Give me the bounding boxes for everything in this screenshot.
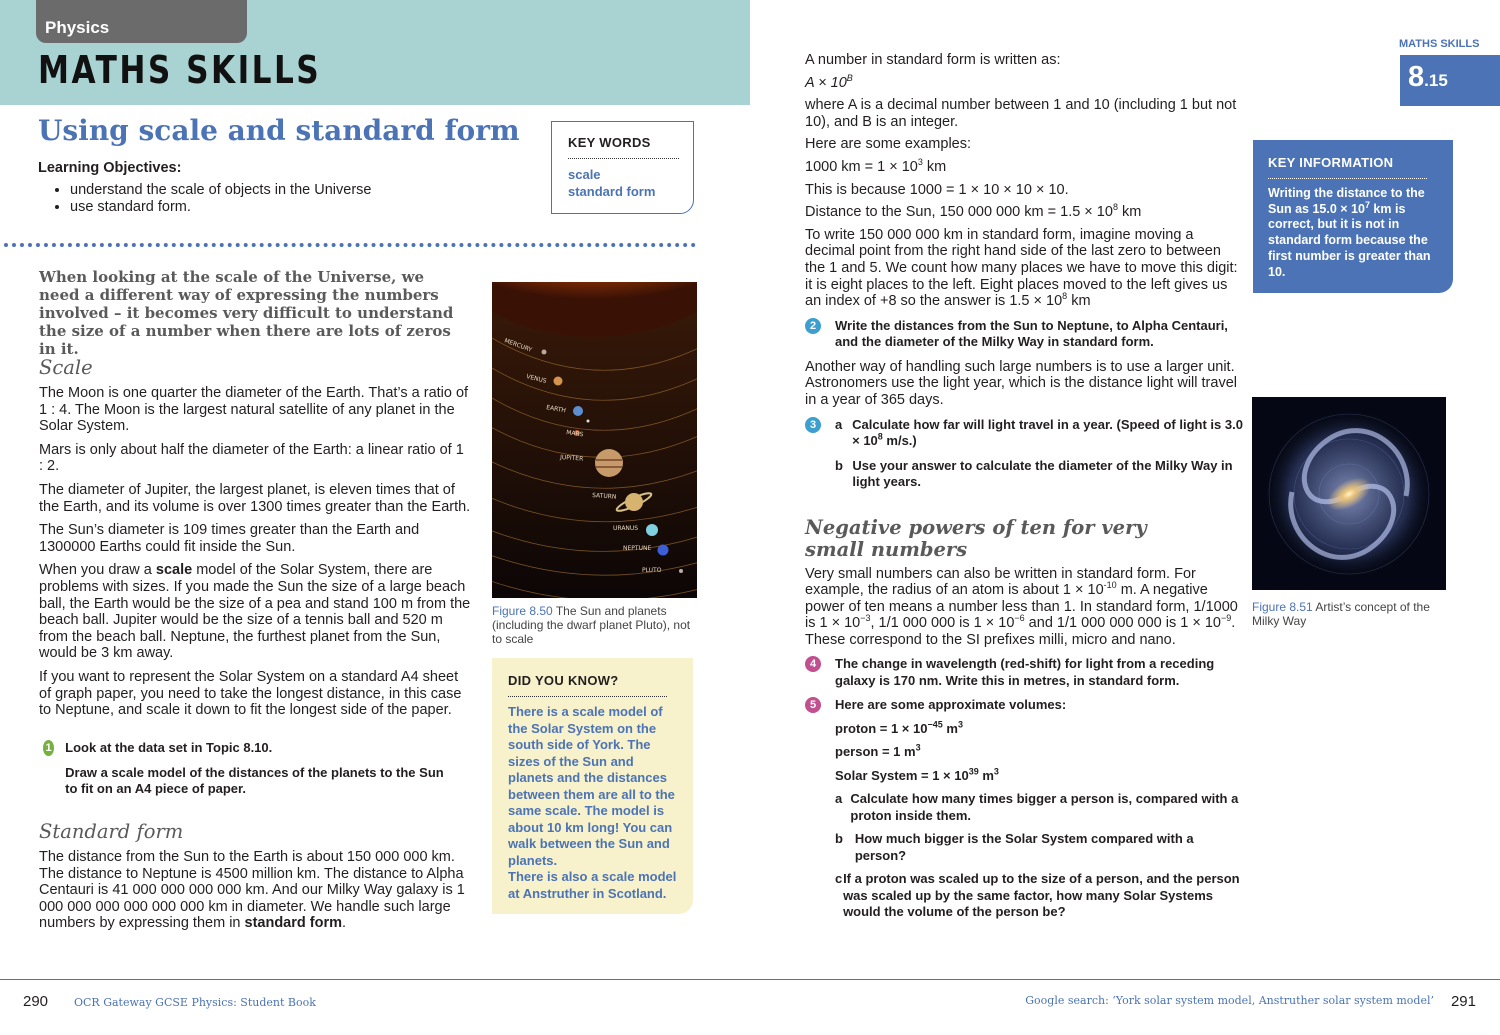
volume-line <box>835 744 1245 761</box>
dotted-divider <box>4 243 696 247</box>
question-5 <box>805 697 1245 921</box>
paragraph: The Sun’s diameter is 109 times greater than the Earth and 1300000 Earths could fit inside the Sun. <box>39 522 420 555</box>
question-text: Here are some approximate volumes: <box>835 697 1067 713</box>
venus <box>554 377 563 386</box>
subject-tab: Physics <box>36 0 247 43</box>
text-run: m. A negative power of ten means a number less than 1. In standard form, 1/1000 is 1 × 10 <box>805 582 1238 632</box>
text-run: km <box>1067 293 1091 310</box>
moon <box>587 420 590 423</box>
topic-minor: .15 <box>1424 71 1448 90</box>
key-information-text <box>1268 186 1441 280</box>
objectives-heading: Learning Objectives: <box>38 160 182 176</box>
question-text: The change in wavelength (red-shift) for light from a receding galaxy is 170 nm. Write this in metres, in standard form. <box>835 656 1215 688</box>
objective-item: • understand the scale of objects in the Universe <box>70 182 371 199</box>
saturn <box>625 493 643 511</box>
text-run: Calculate how far will light travel in a year. (Speed of light is 3.0 × 10 <box>852 416 1243 448</box>
key-term: standard form <box>244 915 343 932</box>
paragraph: Another way of handling such large numbers is to use a larger unit. Astronomers use the light year, which is the distance light will travel in a year of 365 days. <box>805 358 1237 408</box>
question-text: Use your answer to calculate the diameter of the Milky Way in light years. <box>852 457 1233 489</box>
figure-caption <box>1252 600 1452 628</box>
planet-label: MARS <box>565 429 584 439</box>
section-title: MATHS SKILLS <box>38 48 322 92</box>
sub-question-letter: a <box>835 416 843 432</box>
milky-way-illustration <box>1252 397 1446 590</box>
exponent: 39 <box>968 766 979 777</box>
caption-text: Artist’s concept of the Milky Way <box>1252 600 1430 628</box>
key-words-heading: KEY WORDS <box>568 135 651 150</box>
question-number-badge: 5 <box>805 697 821 713</box>
exponent: 7 <box>1364 199 1370 210</box>
text-run: Very small numbers can also be written in standard form. For example, the radius of an atom is about 1 × 10 <box>805 565 1196 599</box>
text-run: The distance from the Sun to the Earth is about 150 000 000 km. The distance to Neptune is 4500 million km. The distance to Alpha Centauri is 41 000 000 000 000 km. And our Milky Way galaxy is 1 000 000 000 000 000 000 km in diameter. We handle such large numbers by expressing them in <box>39 849 465 932</box>
key-information-box <box>1253 140 1453 293</box>
mercury <box>542 350 547 355</box>
neptune <box>658 545 669 556</box>
objectives-list <box>46 182 371 216</box>
question-text: Look at the data set in Topic 8.10. <box>65 740 273 755</box>
heading-standard-form: Standard form <box>39 820 184 843</box>
sub-question <box>835 831 1245 864</box>
heading-scale: Scale <box>39 356 93 379</box>
question-text: Calculate how many times bigger a person is, compared with a proton inside them. <box>850 791 1239 823</box>
earth <box>573 406 583 416</box>
exponent: −9 <box>1220 613 1232 624</box>
paragraph <box>805 227 1245 310</box>
paragraph: A number in standard form is written as: <box>805 52 1061 68</box>
sub-question-letter: a <box>835 791 843 807</box>
text-run: To write 150 000 000 km in standard form, imagine moving a decimal point from the right hand side of the last zero to between the 1 and 5. We count how many places we have to move this digit: it is eight places to the left. Eight places moved to the left gives us an index of +8 so the answer is 1.5 × 10 <box>805 226 1238 310</box>
planet-label: MERCURY <box>503 337 533 354</box>
text-run: Writing the distance to the Sun as 15.0 × 10 <box>1268 186 1425 216</box>
topic-number <box>1400 55 1500 106</box>
figure-label: Figure 8.51 <box>1252 600 1313 614</box>
key-word: standard form <box>568 184 656 199</box>
text-run: Distance to the Sun, 150 000 000 km = 1.5 × 10 <box>805 204 1113 221</box>
text-run: km is correct, but it is not in standard form because the first number is greater than 10. <box>1268 201 1431 279</box>
formula <box>805 72 1245 92</box>
exponent: −6 <box>1014 613 1025 624</box>
exponent: 8 <box>1112 202 1118 213</box>
search-hint: Google search: ‘York solar system model, Anstruther solar system model’ <box>1025 994 1434 1007</box>
paragraph: The diameter of Jupiter, the largest planet, is eleven times that of the Earth, and its volume is over 1300 times greater than the Earth. <box>39 481 471 515</box>
paragraph <box>805 566 1245 649</box>
did-you-know-box <box>492 658 693 914</box>
key-word: scale <box>568 167 601 182</box>
planet-label: NEPTUNE <box>623 545 652 552</box>
exponent: 3 <box>917 157 923 168</box>
book-title: OCR Gateway GCSE Physics: Student Book <box>74 996 316 1009</box>
text-run: km <box>922 158 947 175</box>
question-number-badge: 1 <box>43 740 54 756</box>
divider <box>1268 178 1427 179</box>
standard-form-section <box>39 820 471 932</box>
footer-rule <box>0 979 1500 980</box>
key-term: scale <box>155 562 193 579</box>
text-run: m <box>978 767 994 783</box>
planet-label: EARTH <box>545 404 567 415</box>
paragraph: Here are some examples: <box>805 136 972 153</box>
text-run: Solar System = 1 × 10 <box>835 767 969 783</box>
page-number-left: 290 <box>23 993 49 1010</box>
text-run: , 1/1 000 000 is 1 × 10 <box>870 615 1015 632</box>
heading-negative-powers: Negative powers of ten for very small numbers <box>805 515 1147 561</box>
question-text: If a proton was scaled up to the size of a person, and the person was scaled up by the same factor, how many Solar Systems would the volume of the person be? <box>843 871 1240 920</box>
volume-line <box>835 721 1245 738</box>
divider <box>568 158 679 159</box>
paragraph: The Moon is one quarter the diameter of the Earth. That’s a ratio of 1 : 4. The Moon is the largest natural satellite of any planet in the Solar System. <box>39 385 469 435</box>
corner-section-label: MATHS SKILLS <box>1399 38 1480 50</box>
text-run: m <box>942 720 958 736</box>
planet-label: SATURN <box>591 492 617 501</box>
planet-label: JUPITER <box>559 454 584 463</box>
planet-label: PLUTO <box>642 567 662 574</box>
text-run: When you draw a <box>39 562 156 579</box>
sub-question <box>835 417 1245 450</box>
jupiter <box>595 449 623 477</box>
exponent: 8 <box>877 431 883 442</box>
sub-question <box>835 458 1245 491</box>
text-run: model of the Solar System, there are problems with sizes. If you made the Sun the size of a large beach ball, the Earth would be the size of a pea and stand 100 m from the beach ball. Jupiter would be the size of a tennis ball and 520 m from the beach ball. Neptune, the furthest planet from the Sun, would be 3 km away. <box>39 562 471 662</box>
text-run: m/s.) <box>882 433 917 448</box>
solar-system-illustration <box>492 282 697 598</box>
question-text: How much bigger is the Solar System compared with a person? <box>854 831 1194 863</box>
exponent: -10 <box>1103 580 1117 591</box>
exponent: 8 <box>1062 291 1068 302</box>
sub-question-letter: b <box>835 457 843 473</box>
milky-way-figure <box>1252 397 1446 590</box>
exponent: 3 <box>957 719 963 730</box>
text-run: person = 1 m <box>835 744 916 760</box>
question-4 <box>805 656 1245 689</box>
sub-question <box>835 871 1245 921</box>
volume-line <box>835 768 1245 785</box>
sub-question-letter: b <box>835 831 843 847</box>
exponent: 3 <box>915 743 921 754</box>
paragraph <box>805 159 1245 176</box>
question-text: Write the distances from the Sun to Neptune, to Alpha Centauri, and the diameter of the Milky Way in standard form. <box>835 317 1228 350</box>
figure-label: Figure 8.50 <box>492 604 553 618</box>
paragraph: Mars is only about half the diameter of the Earth: a linear ratio of 1 : 2. <box>39 441 464 475</box>
question-2 <box>805 318 1245 351</box>
question-3 <box>805 417 1245 491</box>
paragraph: where A is a decimal number between 1 and 10 (including 1 but not 10), and B is an integer. <box>805 97 1237 130</box>
paragraph <box>805 204 1245 221</box>
right-column <box>805 52 1245 921</box>
sub-question-letter: c <box>835 871 843 887</box>
text-run: . <box>342 915 347 932</box>
topic-major: 8 <box>1408 61 1425 93</box>
pluto <box>679 569 683 573</box>
objective-item: • use standard form. <box>70 199 371 216</box>
key-information-heading: KEY INFORMATION <box>1268 155 1394 170</box>
planet-label: VENUS <box>525 373 548 385</box>
page-number-right: 291 <box>1450 993 1476 1010</box>
paragraph: If you want to represent the Solar System on a standard A4 sheet of graph paper, you need to take the longest distance, in this case to Neptune, and scale it down to fit the longest side of the paper. <box>39 668 462 719</box>
paragraph <box>39 562 471 662</box>
exponent: B <box>846 72 853 83</box>
question-number-badge: 3 <box>805 417 821 433</box>
question-text <box>852 417 1245 450</box>
did-you-know-heading: DID YOU KNOW? <box>508 673 619 688</box>
exponent: −45 <box>927 719 943 730</box>
text-run: proton = 1 × 10 <box>835 720 928 736</box>
text-run: km <box>1117 204 1142 221</box>
left-column <box>39 356 471 726</box>
question-text: Draw a scale model of the distances of the planets to the Sun to fit on an A4 piece of paper. <box>65 764 444 796</box>
key-words-box <box>551 121 694 214</box>
text-run: 1000 km = 1 × 10 <box>805 158 918 175</box>
sub-question <box>835 791 1245 824</box>
paragraph: This is because 1000 = 1 × 10 × 10 × 10. <box>805 181 1069 198</box>
question-number-badge: 2 <box>805 318 821 334</box>
exponent: 3 <box>993 766 999 777</box>
question-1 <box>43 740 458 798</box>
text-run: . These correspond to the SI prefixes milli, micro and nano. <box>805 615 1236 648</box>
caption-text: The Sun and planets (including the dwarf planet Pluto), not to scale <box>492 604 691 646</box>
exponent: −3 <box>860 613 871 624</box>
did-you-know-text: There is a scale model of the Solar System on the south side of York. The sizes of the Sun and planets and the distances between them are all to the same scale. The model is about 10 km long! You can walk between the Sun and planets. <box>508 704 675 868</box>
uranus <box>646 524 658 536</box>
question-number-badge: 4 <box>805 656 821 672</box>
text-run: and 1/1 000 000 000 is 1 × 10 <box>1024 615 1221 632</box>
divider <box>508 696 667 697</box>
figure-caption <box>492 604 697 646</box>
formula-base: A × 10 <box>805 74 847 91</box>
solar-system-figure <box>492 282 697 598</box>
planet-label: URANUS <box>613 525 639 532</box>
intro-paragraph: When looking at the scale of the Universe, we need a different way of expressing the numbers involved – it becomes very difficult to understand the size of a number when there are lots of zeros in it. <box>39 268 454 358</box>
lesson-title: Using scale and standard form <box>38 114 520 147</box>
did-you-know-text: There is also a scale model at Anstruther in Scotland. <box>508 869 677 901</box>
paragraph <box>39 849 471 932</box>
